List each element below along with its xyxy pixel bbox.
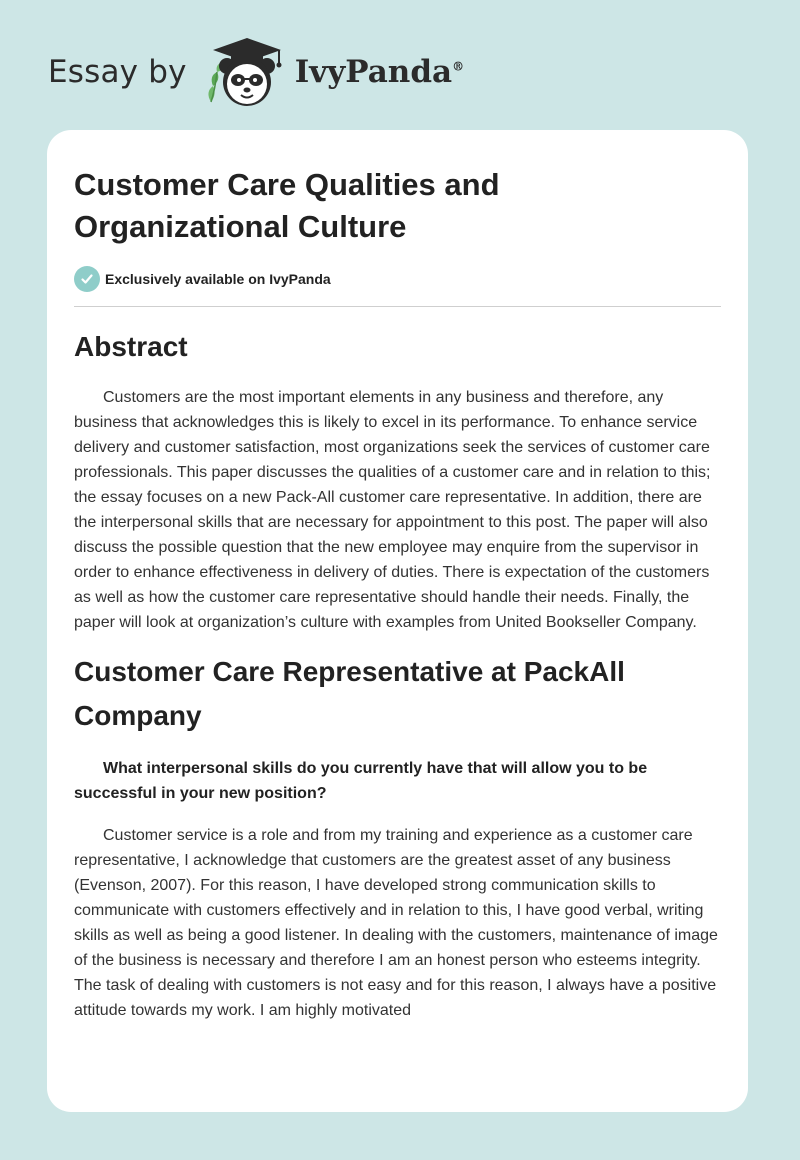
page-title: Customer Care Qualities and Organizational Culture xyxy=(74,167,500,244)
essay-card xyxy=(47,130,748,1112)
brand-prefix: Essay by xyxy=(48,54,187,90)
brand-name-text: IvyPanda xyxy=(294,54,453,90)
panda-graduate-icon[interactable] xyxy=(201,32,293,112)
divider xyxy=(74,306,721,307)
brand-name xyxy=(295,54,464,90)
exclusive-badge xyxy=(74,265,721,293)
section-heading-representative: Customer Care Representative at PackAll Company xyxy=(74,656,625,731)
site-header xyxy=(48,32,464,112)
abstract-paragraph: Customers are the most important elements in any business and therefore, any business that acknowledges this is likely to excel in its performance. To enhance service delivery and customer satisfaction, most organizations seek the services of customer care professionals. This paper discusses the qualities of a customer care and in relation to this; the essay focuses on a new Pack-All customer care representative. In addition, there are the interpersonal skills that are necessary for appointment to this post. The paper will also discuss the possible question that the new employee may enquire from the supervisor in order to enhance effectiveness in delivery of duties. There is expectation of the customers as well as how the customer care representative should handle their needs. Finally, the paper will look at organization’s culture with examples from United Bookseller Company. xyxy=(74,389,711,631)
question-text: What interpersonal skills do you currently have that will allow you to be successful in your new position? xyxy=(74,760,648,802)
section-heading-abstract: Abstract xyxy=(74,331,188,362)
exclusive-label: Exclusively available on IvyPanda xyxy=(105,271,331,287)
check-icon xyxy=(74,266,100,292)
registered-mark: ® xyxy=(452,59,465,74)
body-paragraph: Customer service is a role and from my training and experience as a customer care representative, I acknowledge that customers are the greatest asset of any business (Evenson, 2007). For this reason, I have developed strong communication skills to communicate with customers effectively and in relation to this, I have good verbal, writing skills as well as being a good listener. In dealing with the customers, maintenance of image of the business is necessary and therefore I am an honest person who esteems integrity. The task of dealing with customers is not easy and for this reason, I always have a positive attitude towards my work. I am highly motivated xyxy=(74,827,718,1019)
